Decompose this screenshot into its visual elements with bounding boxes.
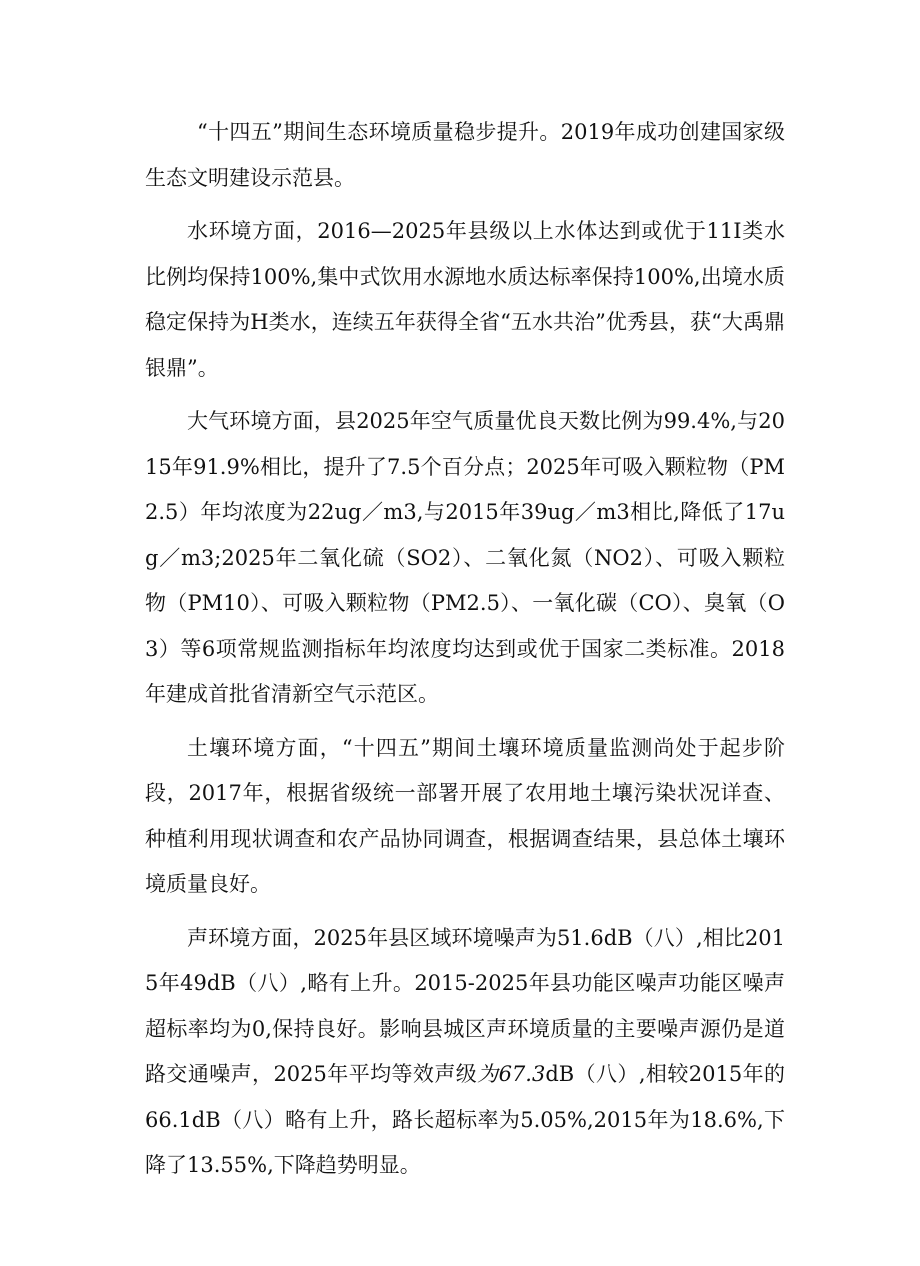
- paragraph-air-environment: 大气环境方面，县2025年空气质量优良天数比例为99.4%,与2015年91.9%相比，提升了7.5个百分点；2025年可吸入颗粒物（PM2.5）年均浓度为22ug／m3,与2015年39ug／m3相比,降低了17ug／m3;2025年二氧化硫（SO2）、二氧化氮（NO2）、可吸入颗粒物（PM10）、可吸入颗粒物（PM2.5）、一氧化碳（CO）、臭氧（O3）等6项常规监测指标年均浓度均达到或优于国家二类标准。2018年建成首批省清新空气示范区。: [145, 409, 785, 706]
- paragraph-water-environment: 水环境方面，2016—2025年县级以上水体达到或优于11I类水比例均保持100%,集中式饮用水源地水质达标率保持100%,出境水质稳定保持为H类水，连续五年获得全省“五水共治”优秀县，获“大禹鼎银鼎”。: [145, 219, 785, 380]
- paragraph-soil-environment: 土壤环境方面，“十四五”期间土壤环境质量监测尚处于起步阶段，2017年，根据省级统一部署开展了农用地土壤污染状况详查、种植利用现状调查和农产品协同调查，根据调查结果，县总体土壤环境质量良好。: [145, 735, 785, 896]
- paragraph-overview: “十四五”期间生态环境质量稳步提升。2019年成功创建国家级生态文明建设示范县。: [145, 120, 785, 190]
- noise-text-part2: dB（八）,相较2015年的66.1dB（八）略有上升，路长超标率为5.05%,2015年为18.6%,下降了13.55%,下降趋势明显。: [145, 1062, 785, 1177]
- document-body: [145, 110, 785, 1197]
- noise-text-italic: 为67.3: [477, 1062, 546, 1086]
- noise-text-part1: 声环境方面，2025年县区域环境噪声为51.6dB（八）,相比2015年49dB（八）,略有上升。2015-2025年县功能区噪声功能区噪声超标率均为0,保持良好。影响县城区声环境质量的主要噪声源仍是道路交通噪声，2025年平均等效声级: [145, 925, 785, 1086]
- paragraph-noise-environment: [145, 916, 785, 1189]
